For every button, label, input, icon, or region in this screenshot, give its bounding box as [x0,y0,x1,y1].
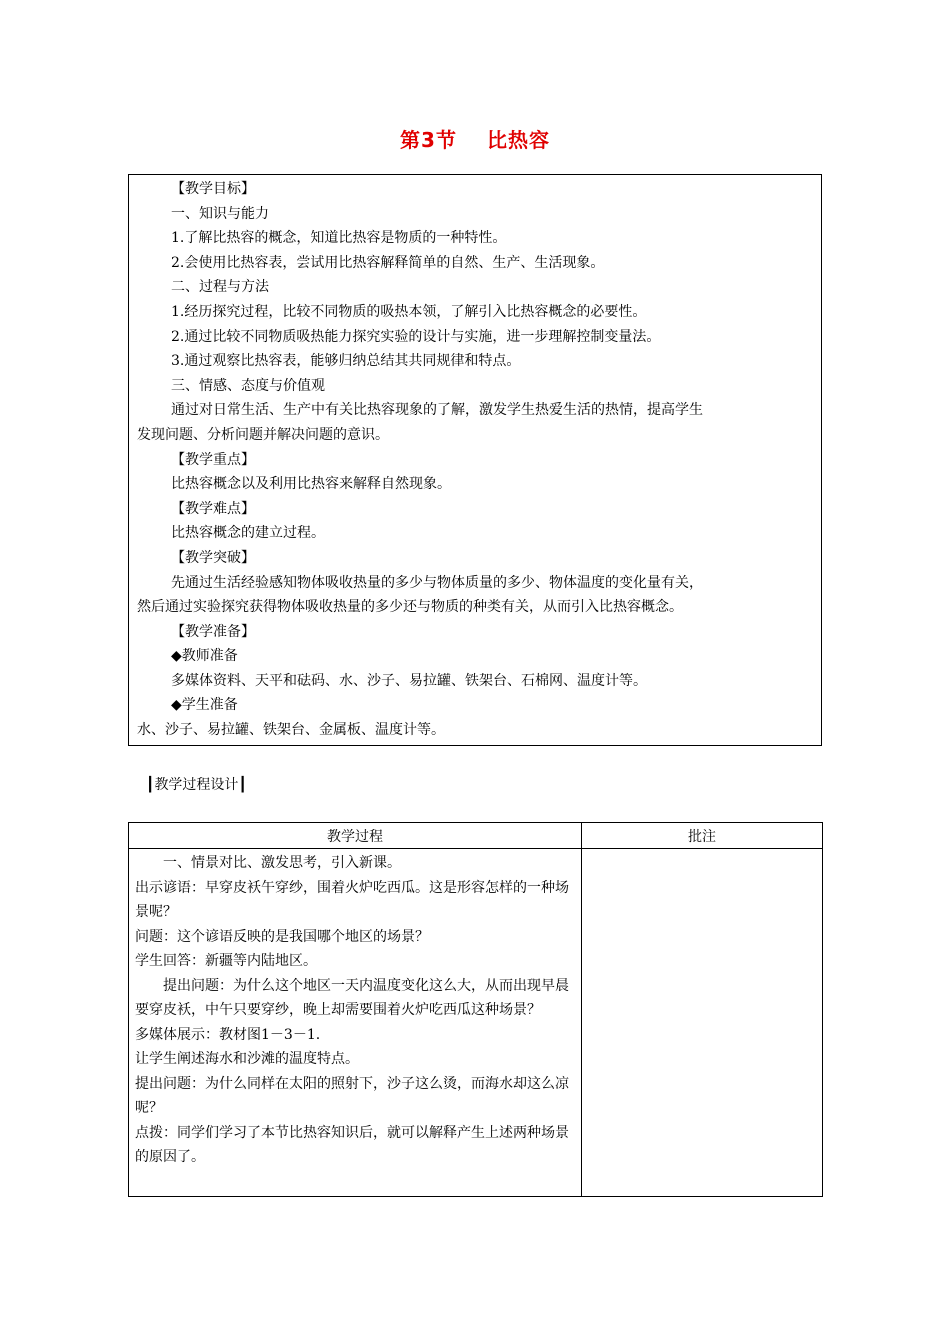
emotion-text-line1: 通过对日常生活、生产中有关比热容现象的了解，激发学生热爱生活的热情，提高学生 [171,402,703,419]
breakthrough-text-line1: 先通过生活经验感知物体吸收热量的多少与物体质量的多少、物体温度的变化量有关， [171,574,703,591]
key-heading: 【教学重点】 [171,451,255,468]
breakthrough-heading: 【教学突破】 [171,549,255,566]
teacher-prep-text: 多媒体资料、天平和砝码、水、沙子、易拉罐、铁架台、石棉网、温度计等。 [171,672,647,689]
process-cell [129,849,582,1197]
objectives-box [128,174,822,746]
page-title [0,124,950,153]
process-line: 学生回答：新疆等内陆地区。 [135,953,317,969]
process-line: 问题：这个谚语反映的是我国哪个地区的场景？ [135,928,429,945]
header-process: 教学过程 [129,823,582,849]
key-text: 比热容概念以及利用比热容来解释自然现象。 [171,476,451,493]
process-line: 出示谚语：早穿皮袄午穿纱，围着火炉吃西瓜。这是形容怎样的一种场景呢？ [135,879,569,920]
process-item: 1.经历探究过程，比较不同物质的吸热本领，了解引入比热容概念的必要性。 [171,303,647,320]
emotion-text-line2: 发现问题、分析问题并解决问题的意识。 [137,426,389,443]
process-line: 点拨：同学们学习了本节比热容知识后，就可以解释产生上述两种场景的原因了。 [135,1124,569,1165]
student-prep-text: 水、沙子、易拉罐、铁架台、金属板、温度计等。 [137,722,445,739]
difficulty-text: 比热容概念的建立过程。 [171,525,325,542]
emotion-heading: 三、情感、态度与价值观 [171,377,325,394]
process-item: 2.通过比较不同物质吸热能力探究实验的设计与实施，进一步理解控制变量法。 [171,328,661,345]
section-number: 第3节 [400,128,457,152]
process-line: 提出问题：为什么这个地区一天内温度变化这么大，从而出现早晨要穿皮袄，中午只要穿纱，晚上却需要围着火炉吃西瓜这种场景？ [135,977,569,1018]
process-line: 一、情景对比、激发思考，引入新课。 [163,855,401,871]
student-prep-heading: ◆学生准备 [171,697,238,714]
knowledge-item: 1.了解比热容的概念，知道比热容是物质的一种特性。 [171,230,507,247]
process-line: 提出问题：为什么同样在太阳的照射下，沙子这么烫，而海水却这么凉呢？ [135,1075,569,1116]
objectives-heading: 【教学目标】 [171,181,255,197]
knowledge-heading: 一、知识与能力 [171,205,269,222]
header-notes: 批注 [582,823,823,849]
difficulty-heading: 【教学难点】 [171,500,255,517]
process-table [128,822,823,1197]
knowledge-item: 2.会使用比热容表，尝试用比热容解释简单的自然、生产、生活现象。 [171,254,605,271]
process-line: 让学生阐述海水和沙滩的温度特点。 [135,1051,359,1067]
notes-cell [582,849,823,1197]
section-label [146,775,247,795]
prep-heading: 【教学准备】 [171,623,255,640]
process-line: 多媒体展示：教材图1－3－1. [135,1026,321,1043]
process-item: 3.通过观察比热容表，能够归纳总结其共同规律和特点。 [171,353,521,370]
section-bar-left: ┃ [146,777,155,793]
section-label-text: 教学过程设计 [154,777,239,793]
breakthrough-text-line2: 然后通过实验探究获得物体吸收热量的多少还与物质的种类有关，从而引入比热容概念。 [137,599,683,616]
section-bar-right: ┃ [238,777,247,793]
process-heading: 二、过程与方法 [171,279,269,296]
section-name: 比热容 [486,128,550,152]
teacher-prep-heading: ◆教师准备 [171,648,238,665]
